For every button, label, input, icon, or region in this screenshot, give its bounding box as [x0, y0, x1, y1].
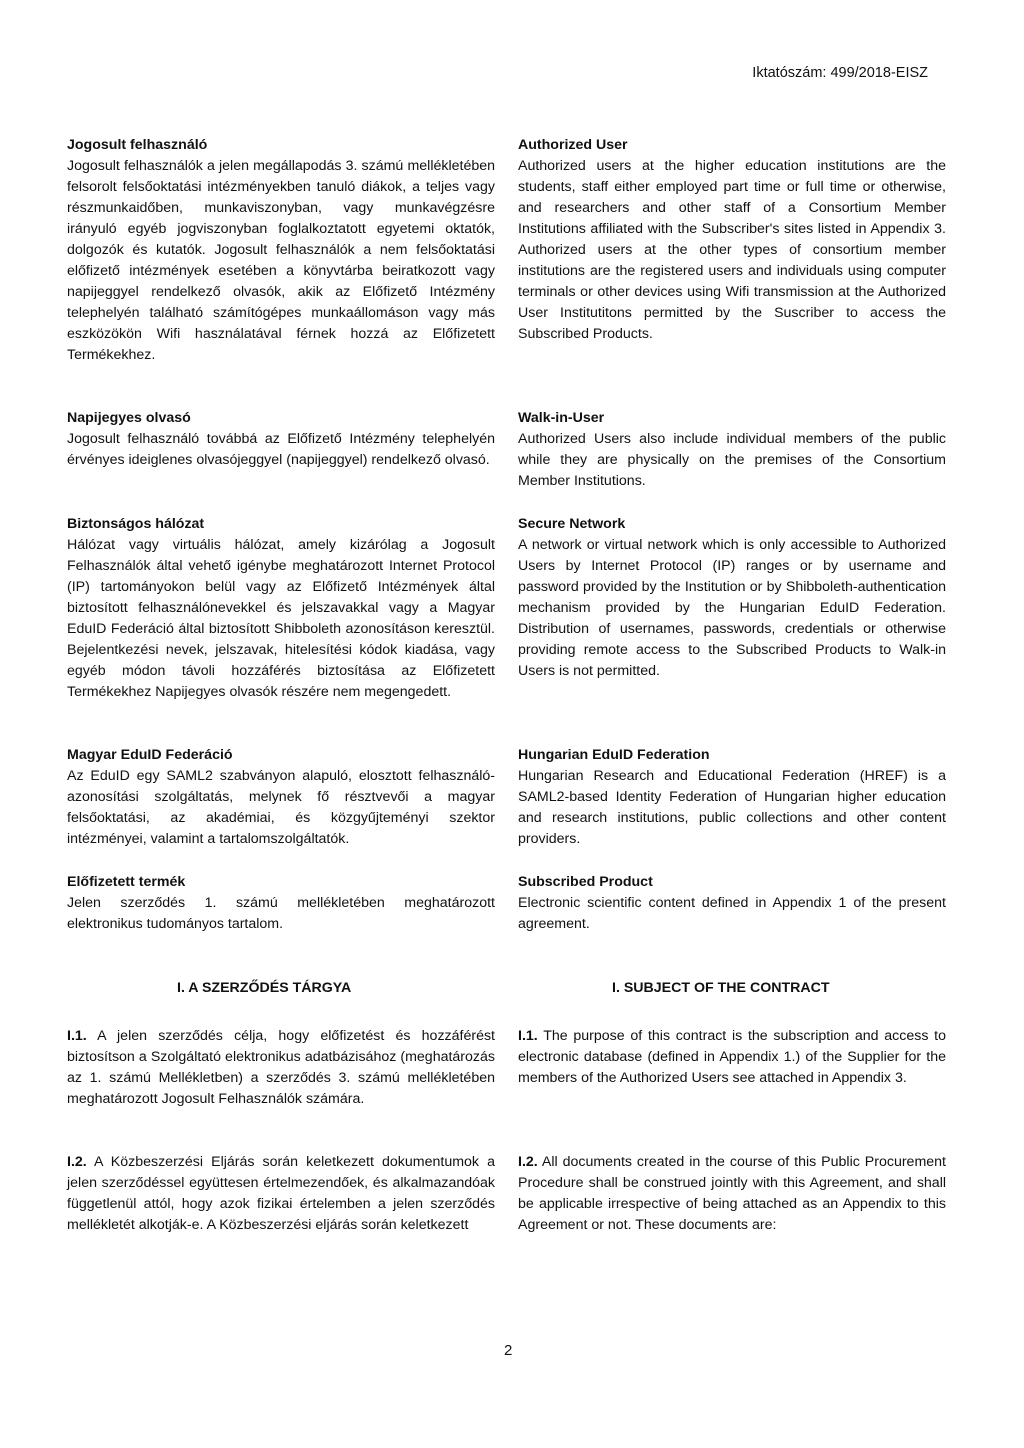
- eduid-hu: [67, 745, 495, 850]
- item-1-en: [518, 1026, 946, 1089]
- item-text: A jelen szerződés célja, hogy előfizetést és hozzáférést biztosítson a Szolgáltató elektronikus adatbázisához (meghatározás az 1. számú Mellékletben) a szerződés 3. számú mellékletében meghatározott Jogosult Felhasználók számára.: [67, 1028, 495, 1107]
- item-text: All documents created in the course of this Public Procurement Procedure shall be construed jointly with this Agreement, and shall be applicable irrespective of being attached as an Appendix to this Agreement or not. These documents are:: [518, 1154, 946, 1233]
- item-number: I.2.: [518, 1154, 538, 1170]
- section-title: Napijegyes olvasó: [67, 410, 191, 426]
- section-text: Az EduID egy SAML2 szabványon alapuló, elosztott felhasználó-azonosítási szolgáltatás, melynek fő résztvevői a magyar felsőoktatási, az akadémiai, és közgyűjteményi szektor intézményei, valamint a tartalomszolgáltatók.: [67, 768, 495, 847]
- section-title: Biztonságos hálózat: [67, 516, 205, 532]
- item-1-hu: [67, 1026, 495, 1110]
- section-title: Előfizetett termék: [67, 874, 186, 890]
- section-text: Authorized users at the higher education institutions are the students, staff either employed part time or full time or otherwise, and researchers and other staff of a Consortium Member Institutions affiliated with the Subscriber's sites listed in Appendix 3. Authorized users at the other types of consortium member institutions are the registered users and individuals using computer terminals or other devices using Wifi transmission at the Authorized User Institutitons permitted by the Suscriber to access the Subscribed Products.: [518, 158, 946, 342]
- section-text: Jelen szerződés 1. számú mellékletében meghatározott elektronikus tudományos tartalom.: [67, 895, 495, 932]
- item-2-hu: [67, 1152, 495, 1236]
- authorized-user-hu: [67, 135, 495, 366]
- section-title: Walk-in-User: [518, 410, 605, 426]
- subject-heading-hu: I. A SZERZŐDÉS TÁRGYA: [177, 980, 352, 996]
- walk-in-en: [518, 408, 946, 492]
- item-2-en: [518, 1152, 946, 1236]
- item-number: I.2.: [67, 1154, 87, 1170]
- section-title: Magyar EduID Federáció: [67, 747, 233, 763]
- item-text: A Közbeszerzési Eljárás során keletkezett dokumentumok a jelen szerződéssel együttesen értelmezendőek, és alkalmazandóak függetlenül attól, hogy azok fizikai értelemben a jelen szerződés mellékletét alkotják-e. A Közbeszerzési eljárás során keletkezett: [67, 1154, 495, 1233]
- section-text: Authorized Users also include individual members of the public while they are physically on the premises of the Consortium Member Institutions.: [518, 431, 946, 489]
- section-text: Hálózat vagy virtuális hálózat, amely kizárólag a Jogosult Felhasználók által vehető igénybe meghatározott Internet Protocol (IP) tartományokon belül vagy az Előfizető Intézmények által biztosított felhasználónevekkel és jelszavakkal vagy a Magyar EduID Federáció által biztosított Shibboleth azonosításon keresztül. Bejelentkezési nevek, jelszavak, hitelesítési kódok kiadása, vagy egyéb módon távoli hozzáférés biztosítása az Előfizetett Termékekhez Napijegyes olvasók részére nem megengedett.: [67, 537, 495, 700]
- section-title: Secure Network: [518, 516, 626, 532]
- item-number: I.1.: [67, 1028, 87, 1044]
- section-title: Hungarian EduID Federation: [518, 747, 710, 763]
- subscribed-hu: [67, 872, 495, 935]
- section-title: Authorized User: [518, 137, 628, 153]
- section-text: Jogosult felhasználó továbbá az Előfizető Intézmény telephelyén érvényes ideiglenes olvasójeggyel (napijeggyel) rendelkező olvasó.: [67, 431, 495, 468]
- section-text: Jogosult felhasználók a jelen megállapodás 3. számú mellékletében felsorolt felsőoktatási intézményekben tanuló diákok, a teljes vagy részmunkaidőben, munkaviszonyban, vagy munkavégzésre irányuló egyéb jogviszonyban foglalkoztatott egyetemi oktatók, dolgozók és kutatók. Jogosult felhasználók a nem felsőoktatási előfizető intézmények esetében a könyvtárba beiratkozott vagy napijeggyel rendelkező olvasók, akik az Előfizető Intézmény telephelyén található számítógépes munkaállomáson vagy más eszközökön Wifi használatával férnek hozzá az Előfizetett Termékekhez.: [67, 158, 495, 363]
- authorized-user-en: [518, 135, 946, 345]
- subject-heading-en: I. SUBJECT OF THE CONTRACT: [612, 980, 830, 996]
- section-text: Electronic scientific content defined in Appendix 1 of the present agreement.: [518, 895, 946, 932]
- walk-in-hu: [67, 408, 495, 471]
- page-number: 2: [504, 1342, 513, 1359]
- section-text: Hungarian Research and Educational Federation (HREF) is a SAML2-based Identity Federation of Hungarian higher education and research institutions, public collections and other content providers.: [518, 768, 946, 847]
- section-text: A network or virtual network which is only accessible to Authorized Users by Internet Protocol (IP) ranges or by username and password provided by the Institution or by Shibboleth-authentication mechanism provided by the Hungarian EduID Federation. Distribution of usernames, passwords, credentials or otherwise providing remote access to the Subscribed Products to Walk-in Users is not permitted.: [518, 537, 946, 679]
- secure-network-hu: [67, 514, 495, 703]
- subscribed-en: [518, 872, 946, 935]
- item-text: The purpose of this contract is the subscription and access to electronic database (defined in Appendix 1.) of the Supplier for the members of the Authorized Users see attached in Appendix 3.: [518, 1028, 946, 1086]
- eduid-en: [518, 745, 946, 850]
- registry-number: Iktatószám: 499/2018-EISZ: [752, 65, 928, 81]
- section-title: Subscribed Product: [518, 874, 653, 890]
- item-number: I.1.: [518, 1028, 538, 1044]
- secure-network-en: [518, 514, 946, 682]
- section-title: Jogosult felhasználó: [67, 137, 208, 153]
